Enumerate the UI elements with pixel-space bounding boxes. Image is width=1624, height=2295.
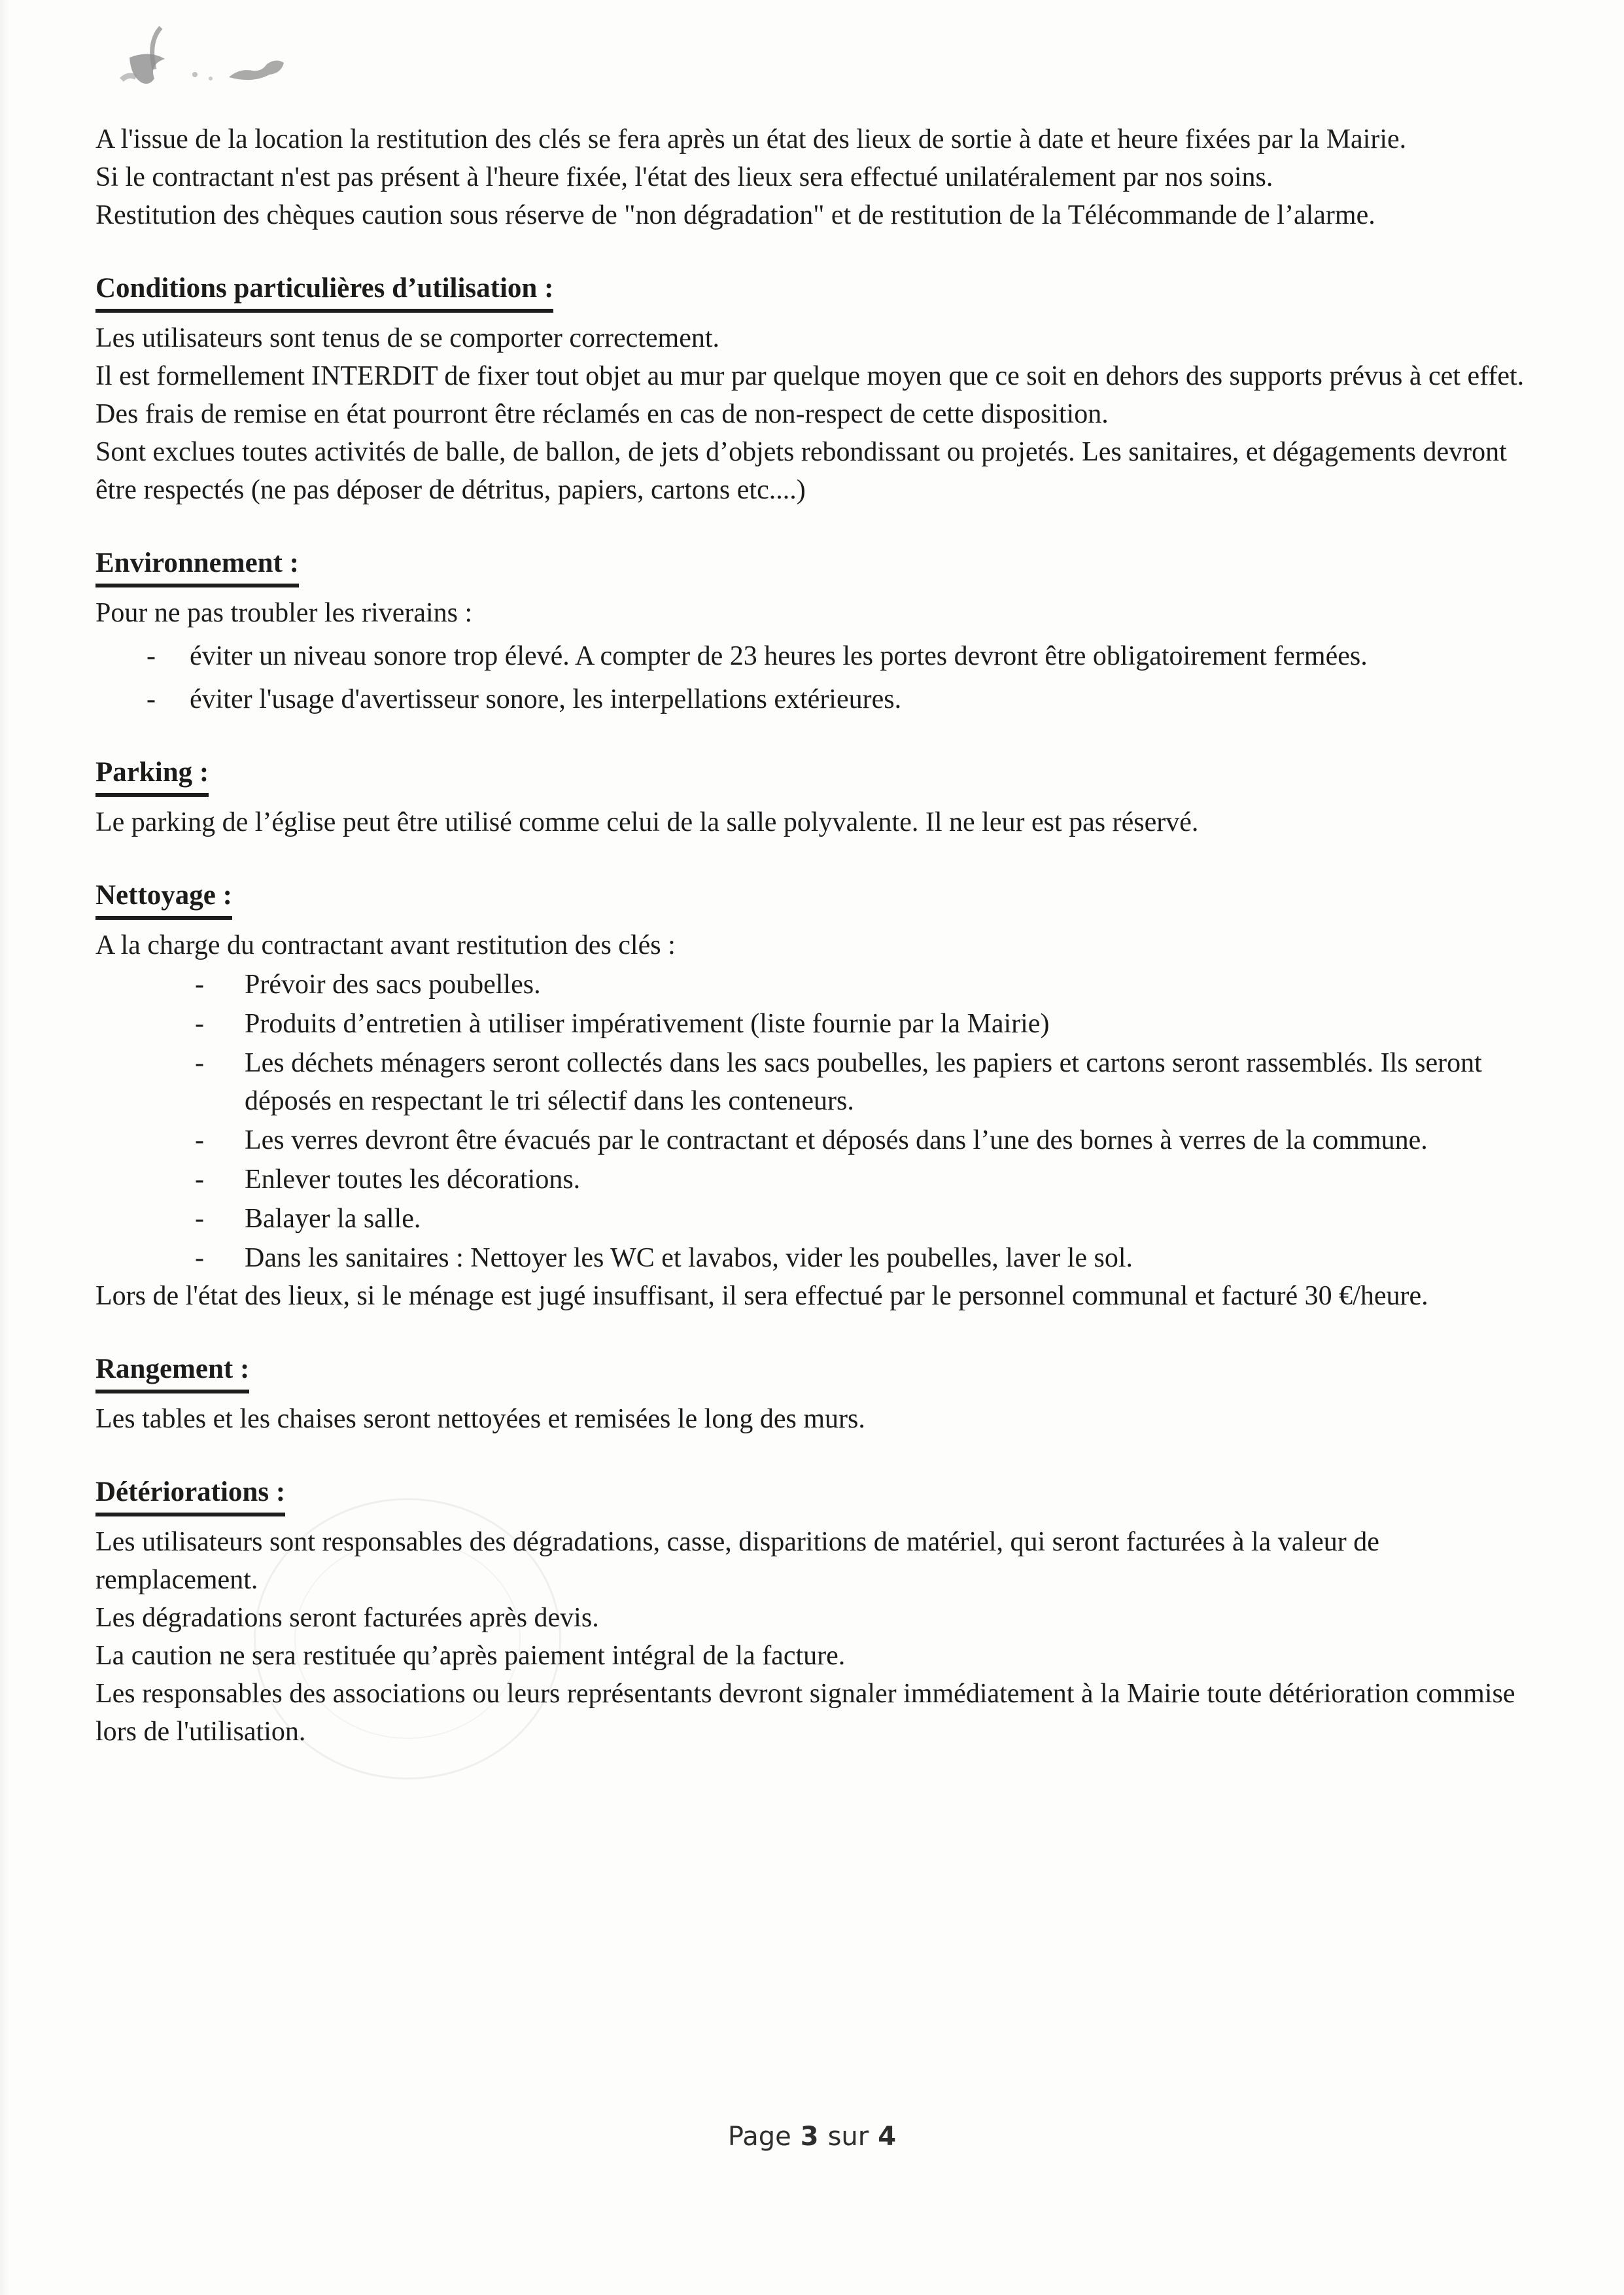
- section-heading: [95, 1350, 1536, 1393]
- paragraph: Les dégradations seront facturées après devis.: [95, 1603, 599, 1633]
- section-heading-text: Environnement :: [95, 544, 299, 587]
- bullet-dash-icon: -: [195, 970, 204, 1000]
- bullet-dash-icon: -: [195, 1009, 204, 1039]
- list-item: [195, 1121, 1536, 1159]
- pen-scribble-icon: [92, 12, 307, 97]
- list-item: [195, 1005, 1536, 1043]
- section-heading: [95, 270, 1536, 313]
- paragraph: Pour ne pas troubler les riverains :: [95, 598, 473, 628]
- list-item: [195, 1200, 1536, 1238]
- page-footer: [0, 2122, 1624, 2152]
- paragraph: La caution ne sera restituée qu’après paiement intégral de la facture.: [95, 1641, 846, 1671]
- section-heading: [95, 1473, 1536, 1516]
- footer-page-label: Page: [727, 2122, 791, 2152]
- bullet-dash-icon: -: [195, 1243, 204, 1273]
- list-item-text: éviter un niveau sonore trop élevé. A compter de 23 heures les portes devront être obligatoirement fermées.: [190, 641, 1368, 671]
- bullet-dash-icon: -: [195, 1125, 204, 1155]
- paragraph: Les utilisateurs sont tenus de se comporter correctement.: [95, 323, 720, 353]
- paragraph: Le parking de l’église peut être utilisé comme celui de la salle polyvalente. Il ne leur est pas réservé.: [95, 807, 1199, 837]
- section-heading-text: Détériorations :: [95, 1473, 285, 1516]
- section-heading-text: Nettoyage :: [95, 877, 232, 920]
- section-heading-text: Parking :: [95, 754, 209, 797]
- paragraph: Sont exclues toutes activités de balle, de ballon, de jets d’objets rebondissant ou projetés. Les sanitaires, et dégagements devront être respectés (ne pas déposer de détritus, papiers, cartons etc....): [95, 437, 1507, 505]
- intro-paragraph-absent-contractant: Si le contractant n'est pas présent à l'heure fixée, l'état des lieux sera effectué unilatéralement par nos soins.: [95, 162, 1273, 192]
- bullet-list: [95, 637, 1536, 718]
- section-parking: [95, 754, 1536, 841]
- bullet-dash-icon: -: [195, 1165, 204, 1195]
- intro-paragraph-cheques-caution: Restitution des chèques caution sous réserve de "non dégradation" et de restitution de la Télécommande de l’alarme.: [95, 200, 1375, 230]
- section-heading: [95, 877, 1536, 920]
- list-item-text: Produits d’entretien à utiliser impérativement (liste fournie par la Mairie): [245, 1009, 1050, 1039]
- list-item-text: Dans les sanitaires : Nettoyer les WC et lavabos, vider les poubelles, laver le sol.: [245, 1243, 1133, 1273]
- list-item-text: éviter l'usage d'avertisseur sonore, les interpellations extérieures.: [190, 684, 902, 714]
- bullet-dash-icon: -: [195, 1204, 204, 1234]
- section-nettoyage: [95, 877, 1536, 1315]
- footer-page-number: 3: [800, 2122, 819, 2152]
- paragraph: Les tables et les chaises seront nettoyées et remisées le long des murs.: [95, 1404, 865, 1434]
- section-heading-text: Rangement :: [95, 1350, 249, 1393]
- section-rangement: [95, 1350, 1536, 1438]
- list-item-text: Les déchets ménagers seront collectés dans les sacs poubelles, les papiers et cartons seront rassemblés. Ils seront déposés en respectant le tri sélectif dans les conteneurs.: [245, 1048, 1482, 1116]
- paragraph: Les utilisateurs sont responsables des dégradations, casse, disparitions de matériel, qui seront facturées à la valeur de remplacement.: [95, 1527, 1379, 1595]
- list-item: [195, 966, 1536, 1004]
- paragraph-menage-facture: Lors de l'état des lieux, si le ménage est jugé insuffisant, il sera effectué par le personnel communal et facturé 30 €/heure.: [95, 1281, 1428, 1311]
- document-body: [95, 120, 1536, 1751]
- list-item: [147, 680, 1536, 718]
- section-heading-text: Conditions particulières d’utilisation :: [95, 270, 553, 313]
- section-conditions-utilisation: [95, 270, 1536, 509]
- list-item: [147, 637, 1536, 675]
- paragraph: A la charge du contractant avant restitution des clés :: [95, 930, 676, 960]
- section-deteriorations: [95, 1473, 1536, 1751]
- bullet-dash-icon: -: [147, 641, 156, 671]
- footer-of-label: sur: [827, 2122, 869, 2152]
- list-item-text: Prévoir des sacs poubelles.: [245, 970, 541, 1000]
- section-heading: [95, 754, 1536, 797]
- list-item: [195, 1161, 1536, 1199]
- section-heading: [95, 544, 1536, 587]
- list-item-text: Balayer la salle.: [245, 1204, 421, 1234]
- paragraph: Il est formellement INTERDIT de fixer tout objet au mur par quelque moyen que ce soit en dehors des supports prévus à cet effet. Des frais de remise en état pourront être réclamés en cas de non-respect de cette disposition.: [95, 361, 1525, 429]
- section-environnement: [95, 544, 1536, 718]
- list-item-text: Enlever toutes les décorations.: [245, 1165, 581, 1195]
- paragraph: Les responsables des associations ou leurs représentants devront signaler immédiatement à la Mairie toute détérioration commise lors de l'utilisation.: [95, 1679, 1515, 1747]
- list-item: [195, 1044, 1536, 1120]
- bullet-list: [95, 966, 1536, 1277]
- bullet-dash-icon: -: [195, 1048, 204, 1078]
- list-item-text: Les verres devront être évacués par le contractant et déposés dans l’une des bornes à verres de la commune.: [245, 1125, 1428, 1155]
- bullet-dash-icon: -: [147, 684, 156, 714]
- footer-total-pages: 4: [878, 2122, 897, 2152]
- list-item: [195, 1239, 1536, 1277]
- intro-paragraph-keys-restitution: A l'issue de la location la restitution des clés se fera après un état des lieux de sortie à date et heure fixées par la Mairie.: [95, 124, 1407, 154]
